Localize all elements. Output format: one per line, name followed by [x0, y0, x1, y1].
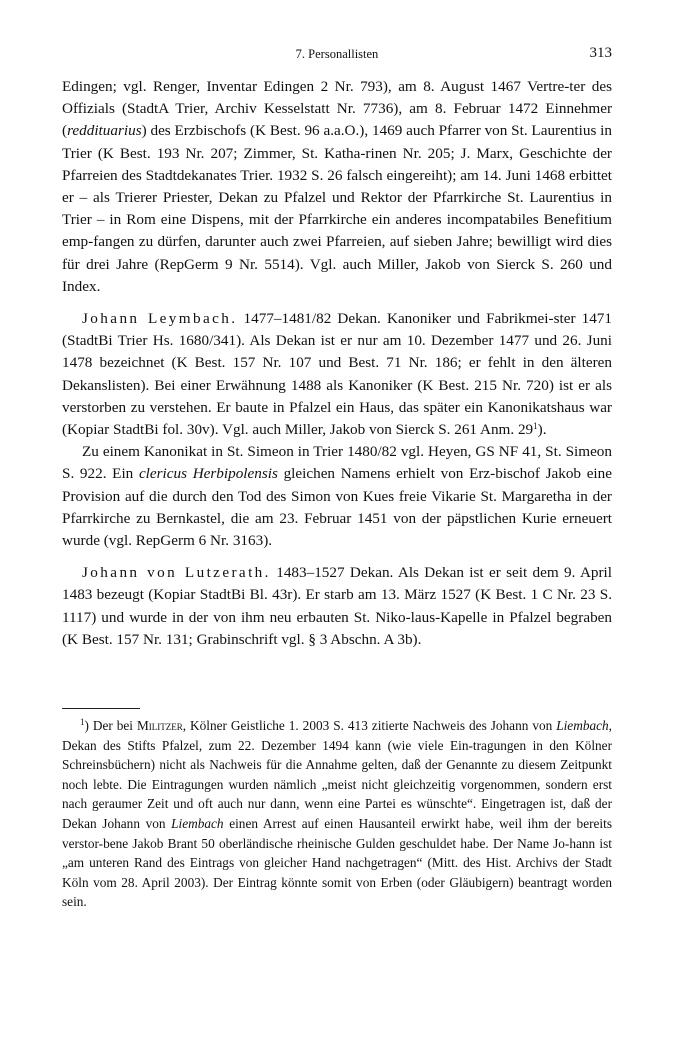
entry-johann-leymbach: Johann Leymbach. 1477–1481/82 Dekan. Kanoniker und Fabrikmei-ster 1471 (StadtBi Trier Hs. 1680/341). Als Dekan ist er nur am 10. Dezember 1477 und 26. Juni 1478 bezeichnet (K Best. 157 Nr. 107 und Best. 71 Nr. 186; er fehlt in den älteren Dekanslisten). Bei einer Erwähnung 1488 als Kanoniker (K Best. 215 Nr. 720) ist er als verstorben zu verstehen. Er baute in Pfalzel ein Haus, das später ein Kanonikatshaus war (Kopiar StadtBi fol. 30v). Vgl. auch Miller, Jakob von Sierck S. 261 Anm. 29$^1$).: [62, 310, 612, 439]
running-head: [62, 47, 612, 67]
main-text: [62, 76, 612, 651]
author-name: Militzer: [136, 718, 183, 733]
footnote-number: 1: [80, 717, 85, 727]
paragraph-continuation: Edingen; vgl. Renger, Inventar Edingen 2 Nr. 793), am 8. August 1467 Vertre-ter des Offizials (StadtA Trier, Archiv Kesselstatt Nr. 7736), am 8. Februar 1472 Einnehmer (reddituarius) des Erzbischofs (K Best. 96 a.a.O.), 1469 auch Pfarrer von St. Laurentius in Trier (K Best. 193 Nr. 207; Zimmer, St. Katha-rinen Nr. 205; J. Marx, Geschichte der Pfarreien des Stadtdekanates Trier. 1932 S. 26 falsch eingereiht); am 14. Juni 1468 erbittet er – als Trierer Priester, Dekan zu Pfalzel und Rektor der Pfarrkirche St. Laurentius in Trier – in Rom eine Dispens, mit der Pfarrkirche ein anderes incompatabiles Benefitium emp-fangen zu dürfen, darunter auch zwei Pfarreien, auf sieben Jahre; bewilligt wird dies für drei Jahre (RepGerm 9 Nr. 5514). Vgl. auch Miller, Jakob von Sierck S. 260 und Index.: [62, 78, 612, 295]
place-name: Liembach: [556, 718, 609, 733]
latin-term: clericus Herbipolensis: [138, 465, 278, 483]
footnote-reference: 1: [533, 421, 538, 432]
entry-name: Johann Leymbach.: [82, 310, 238, 328]
page-number: 313: [589, 45, 612, 61]
running-title: 7. Personallisten: [295, 47, 379, 61]
footnote-1: $^1$) Der bei Militzer, Kölner Geistliche 1. 2003 S. 413 zitierte Nachweis des Johann von Liembach, Dekan des Stifts Pfalzel, zum 22. Dezember 1494 kann (wie viele Ein-tragungen in den Kölner Schreinsbüchern) nicht als Nachweis für die Annahme gelten, daß der Genannte zu diesem Zeitpunkt noch lebte. Die Eintragungen wurden nämlich „meist nicht gleichzeitig vorgenommen, sondern erst nach geraumer Zeit und oft auch nur dann, wenn eine Partei es wünschte“. Eingetragen ist, daß der Dekan Johann von Liembach einen Arrest auf einen Hausanteil erwirkt habe, weil ihm der bereits verstor-bene Jakob Brant 50 oberländische rheinische Gulden geschuldet habe. Der Name Jo-hann ist „am unteren Rand des Eintrags von gleicher Hand nachgetragen“ (Mitt. des Hist. Archivs der Stadt Köln vom 28. April 2003). Der Eintrag könnte somit von Erben (oder Gläubigern) beantragt worden sein.: [62, 717, 612, 910]
latin-term: reddituarius: [67, 122, 142, 140]
footnote-divider: [62, 708, 140, 709]
entry-johann-von-lutzerath: Johann von Lutzerath. 1483–1527 Dekan. Als Dekan ist er seit dem 9. April 1483 bezeugt (Kopiar StadtBi Bl. 43r). Er starb am 13. März 1527 (K Best. 1 C Nr. 23 S. 1117) und wurde in der von ihm neu erbauten St. Niko-laus-Kapelle in Pfalzel begraben (K Best. 157 Nr. 131; Grabinschrift vgl. § 3 Abschn. A 3b).: [62, 564, 612, 648]
paragraph: Zu einem Kanonikat in St. Simeon in Trier 1480/82 vgl. Heyen, GS NF 41, St. Simeon S. 922. Ein clericus Herbipolensis gleichen Namens erhielt von Erz-bischof Jakob eine Provision auf die durch den Tod des Simon von Kues freie Vikarie St. Margaretha in der Pfarrkirche zu Bernkastel, die am 23. Februar 1451 von der päpstlichen Kurie erneuert wurde (vgl. RepGerm 6 Nr. 3163).: [62, 443, 612, 550]
entry-name: Johann von Lutzerath.: [82, 564, 271, 582]
place-name: Liembach: [171, 815, 224, 831]
